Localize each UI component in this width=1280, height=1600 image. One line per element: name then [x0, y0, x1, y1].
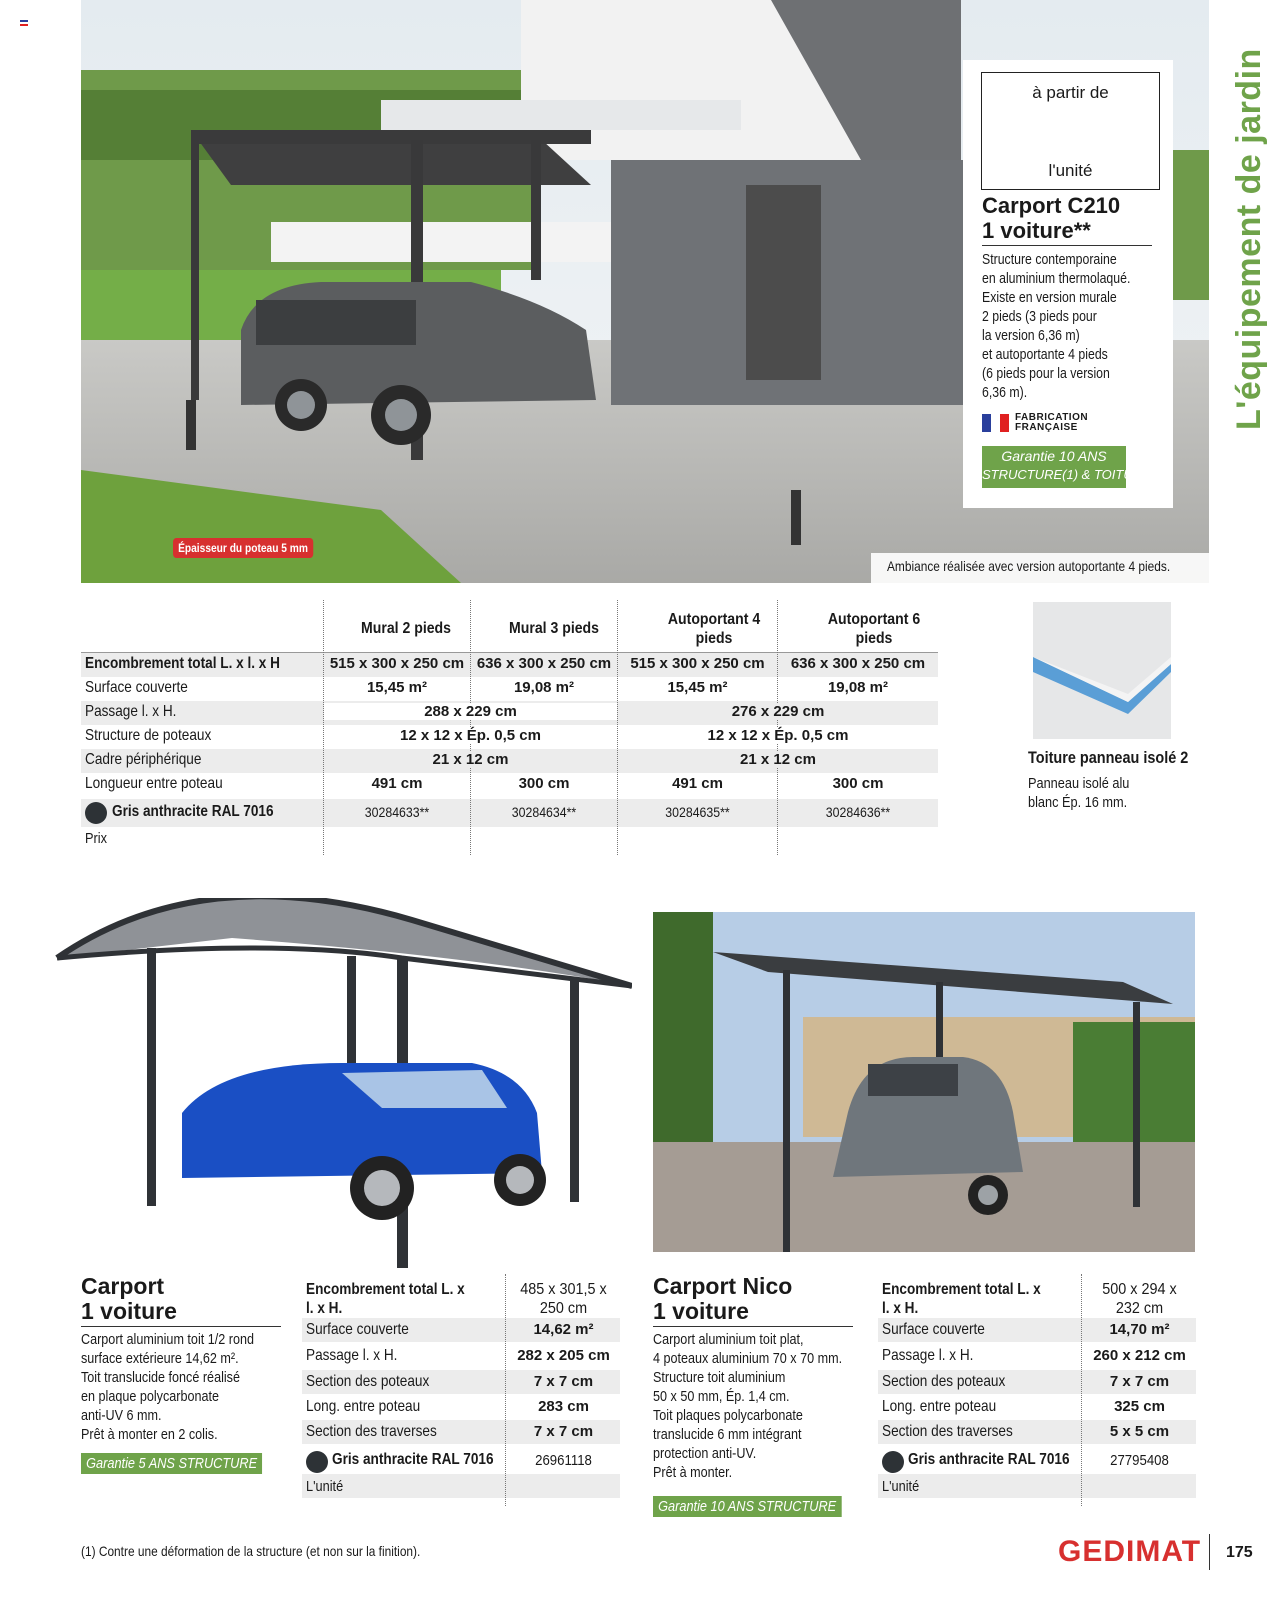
- price-unit: l'unité: [1048, 161, 1093, 180]
- roof-panel-title: Toiture panneau isolé 2: [1028, 748, 1189, 767]
- carport-1-guarantee-badge: Garantie 5 ANS STRUCTURE: [81, 1453, 262, 1474]
- color-swatch-icon: [306, 1451, 328, 1473]
- cell: 636 x 300 x 250 cm: [790, 655, 926, 672]
- roof-panel-desc: [1028, 774, 1129, 812]
- carport-nico-desc-line: Prêt à monter.: [653, 1464, 733, 1481]
- brand-logo: GEDIMAT: [1058, 1535, 1202, 1568]
- carport-nico-title-line1: Carport Nico: [653, 1273, 793, 1299]
- cell: 300 cm: [832, 775, 884, 792]
- roof-panel-desc-line: Panneau isolé alu: [1028, 775, 1130, 792]
- cell: 15,45 m²: [667, 679, 728, 696]
- ref-cell: 30284636**: [825, 804, 891, 820]
- spec-value: 26961118: [535, 1452, 592, 1469]
- cell: 12 x 12 x Ép. 0,5 cm: [618, 727, 938, 744]
- spec-header: Mural 2 pieds: [361, 620, 451, 637]
- spec-value: 7 x 7 cm: [533, 1373, 594, 1390]
- cell: 19,08 m²: [513, 679, 575, 696]
- c210-desc-line: et autoportante 4 pieds: [982, 346, 1108, 363]
- carport-nico-image: [653, 912, 1195, 1252]
- cell: 636 x 300 x 250 cm: [476, 655, 612, 672]
- fabrication-line: FABRICATION: [1015, 412, 1089, 423]
- c210-title-underline: [982, 245, 1152, 246]
- spec-value: 27795408: [1110, 1452, 1169, 1469]
- cell: 12 x 12 x Ép. 0,5 cm: [324, 727, 617, 744]
- spec-label: Section des poteaux: [882, 1373, 1006, 1390]
- carport-1-desc-line: Toit translucide foncé réalisé: [81, 1369, 240, 1386]
- cell: 19,08 m²: [827, 679, 889, 696]
- carport-1-title-line1: Carport: [81, 1273, 165, 1299]
- carport-nico-guarantee-badge: Garantie 10 ANS STRUCTURE: [653, 1496, 841, 1517]
- ref-cell: 30284633**: [364, 804, 430, 820]
- cell: 21 x 12 cm: [618, 751, 938, 768]
- spec-label: Encombrement total L. x l. x H.: [306, 1281, 465, 1317]
- spec-header: Autoportant 6 pieds: [827, 611, 921, 647]
- sidebar-title: L'équipement de jardin: [1230, 48, 1268, 430]
- carport-nico-spec-table: [878, 1274, 1196, 1506]
- spec-value: 325 cm: [1114, 1398, 1165, 1415]
- c210-guarantee-line2: STRUCTURE(1) & TOITURE: [982, 467, 1151, 482]
- carport-1-title-line2: 1 voiture: [81, 1298, 177, 1324]
- ref-cell: 30284634**: [511, 804, 577, 820]
- spec-label: Surface couverte: [306, 1321, 409, 1338]
- carport-nico-desc-line: translucide 6 mm intégrant: [653, 1426, 802, 1443]
- fabrication-label: [1015, 413, 1088, 433]
- fabrication-line: FRANÇAISE: [1015, 422, 1078, 433]
- spec-value: 5 x 5 cm: [1109, 1423, 1170, 1440]
- spec-table: [81, 600, 938, 858]
- carport-1-desc-line: Prêt à monter en 2 colis.: [81, 1426, 218, 1443]
- cell: 15,45 m²: [366, 679, 428, 696]
- c210-desc-line: la version 6,36 m): [982, 327, 1080, 344]
- row-bg: [302, 1474, 620, 1498]
- roof-panel-image: [1033, 602, 1171, 739]
- spec-value: 14,62 m²: [533, 1321, 594, 1338]
- cell: 276 x 229 cm: [618, 703, 938, 720]
- col-divider: [1081, 1274, 1082, 1506]
- corner-flag-mark: [20, 20, 28, 26]
- c210-title-line1: Carport C210: [982, 193, 1121, 218]
- carport-1-desc-line: surface extérieure 14,62 m².: [81, 1350, 239, 1367]
- carport-1-spec-table: [302, 1274, 620, 1506]
- spec-label: Passage l. x H.: [306, 1347, 398, 1364]
- carport-1-desc-line: anti-UV 6 mm.: [81, 1407, 162, 1424]
- color-swatch-icon: [882, 1451, 904, 1473]
- ref-cell: 30284635**: [665, 804, 730, 820]
- carport-nico-desc-line: Structure toit aluminium: [653, 1369, 786, 1386]
- spec-label: L'unité: [882, 1478, 920, 1495]
- row-label: Prix: [85, 830, 107, 847]
- carport-nico-desc-line: Carport aluminium toit plat,: [653, 1331, 804, 1348]
- carport-nico-desc-line: protection anti-UV.: [653, 1445, 757, 1462]
- roof-panel-svg: [1033, 602, 1171, 739]
- french-flag-icon: [982, 414, 1009, 432]
- spec-value: 14,70 m²: [1109, 1321, 1170, 1338]
- carport-nico-svg: [653, 912, 1195, 1252]
- carport-nico-desc-line: 50 x 50 mm, Ép. 1,4 cm.: [653, 1388, 790, 1405]
- carport-nico-description: [653, 1330, 871, 1482]
- c210-desc-line: 6,36 m).: [982, 384, 1028, 401]
- spec-header: Autoportant 4 pieds: [667, 611, 761, 647]
- price-from: à partir de: [1032, 83, 1109, 102]
- c210-guarantee-badge: [982, 446, 1151, 488]
- spec-value: 7 x 7 cm: [533, 1423, 594, 1440]
- spec-value: 282 x 205 cm: [517, 1347, 610, 1364]
- cell: 21 x 12 cm: [324, 751, 617, 768]
- row-label: Structure de poteaux: [85, 727, 212, 744]
- spec-value: 260 x 212 cm: [1093, 1347, 1186, 1364]
- spec-value: 485 x 301,5 x 250 cm: [520, 1281, 607, 1317]
- spec-label: Surface couverte: [882, 1321, 985, 1338]
- row-label: Encombrement total L. x l. x H: [85, 655, 280, 672]
- carport-nico-underline: [653, 1326, 853, 1327]
- row-divider: [81, 652, 938, 653]
- carport-nico-title-line2: 1 voiture: [653, 1298, 749, 1324]
- pole-thickness-badge: Épaisseur du poteau 5 mm: [173, 538, 313, 558]
- c210-guarantee-line1: Garantie 10 ANS: [1001, 448, 1107, 464]
- carport-1-desc-line: Carport aluminium toit 1/2 rond: [81, 1331, 254, 1348]
- spec-label: Gris anthracite RAL 7016: [332, 1451, 494, 1468]
- c210-desc-line: en aluminium thermolaqué.: [982, 270, 1131, 287]
- row-label: Longueur entre poteau: [85, 775, 223, 792]
- cell: 300 cm: [518, 775, 570, 792]
- footnote: (1) Contre une déformation de la structure (et non sur la finition).: [81, 1543, 421, 1559]
- spec-value: 283 cm: [538, 1398, 589, 1415]
- roof-panel-desc-line: blanc Ép. 16 mm.: [1028, 794, 1128, 811]
- carport-1-image: [52, 898, 632, 1268]
- price-box: [981, 72, 1160, 190]
- carport-1-underline: [81, 1326, 281, 1327]
- spec-label: Section des traverses: [306, 1423, 437, 1440]
- spec-label: Encombrement total L. x l. x H.: [882, 1281, 1041, 1317]
- carport-nico-desc-line: 4 poteaux aluminium 70 x 70 mm.: [653, 1350, 843, 1367]
- c210-title-line2: 1 voiture**: [982, 218, 1091, 243]
- spec-label: Gris anthracite RAL 7016: [908, 1451, 1070, 1468]
- spec-label: L'unité: [306, 1478, 344, 1495]
- row-label: Gris anthracite RAL 7016: [112, 803, 274, 820]
- cell: 491 cm: [672, 775, 723, 792]
- cell: 491 cm: [371, 775, 423, 792]
- row-bg: [878, 1474, 1196, 1498]
- carport-1-description: [81, 1330, 299, 1444]
- col-divider: [505, 1274, 506, 1506]
- spec-value: 7 x 7 cm: [1109, 1373, 1170, 1390]
- spec-label: Section des traverses: [882, 1423, 1013, 1440]
- row-label: Passage l. x H.: [85, 703, 177, 720]
- page-number: 175: [1226, 1544, 1253, 1561]
- spec-label: Section des poteaux: [306, 1373, 430, 1390]
- c210-desc-line: Structure contemporaine: [982, 251, 1117, 268]
- color-swatch-icon: [85, 802, 107, 824]
- spec-label: Long. entre poteau: [306, 1398, 421, 1415]
- cell: 515 x 300 x 250 cm: [329, 655, 465, 672]
- row-label: Surface couverte: [85, 679, 188, 696]
- carport-1-desc-line: en plaque polycarbonate: [81, 1388, 220, 1405]
- carport-1-svg: [52, 898, 632, 1268]
- spec-header: Mural 3 pieds: [509, 620, 599, 637]
- hero-caption: Ambiance réalisée avec version autoportante 4 pieds.: [887, 558, 1171, 574]
- spec-label: Long. entre poteau: [882, 1398, 997, 1415]
- footer-divider: [1209, 1534, 1210, 1570]
- cell: 288 x 229 cm: [324, 703, 617, 720]
- spec-label: Passage l. x H.: [882, 1347, 974, 1364]
- carport-nico-desc-line: Toit plaques polycarbonate: [653, 1407, 803, 1424]
- c210-description: [982, 250, 1162, 402]
- c210-desc-line: 2 pieds (3 pieds pour: [982, 308, 1097, 325]
- cell: 515 x 300 x 250 cm: [630, 655, 765, 672]
- row-label: Cadre périphérique: [85, 751, 202, 768]
- c210-desc-line: Existe en version murale: [982, 289, 1117, 306]
- c210-desc-line: (6 pieds pour la version: [982, 365, 1110, 382]
- spec-value: 500 x 294 x 232 cm: [1102, 1281, 1177, 1317]
